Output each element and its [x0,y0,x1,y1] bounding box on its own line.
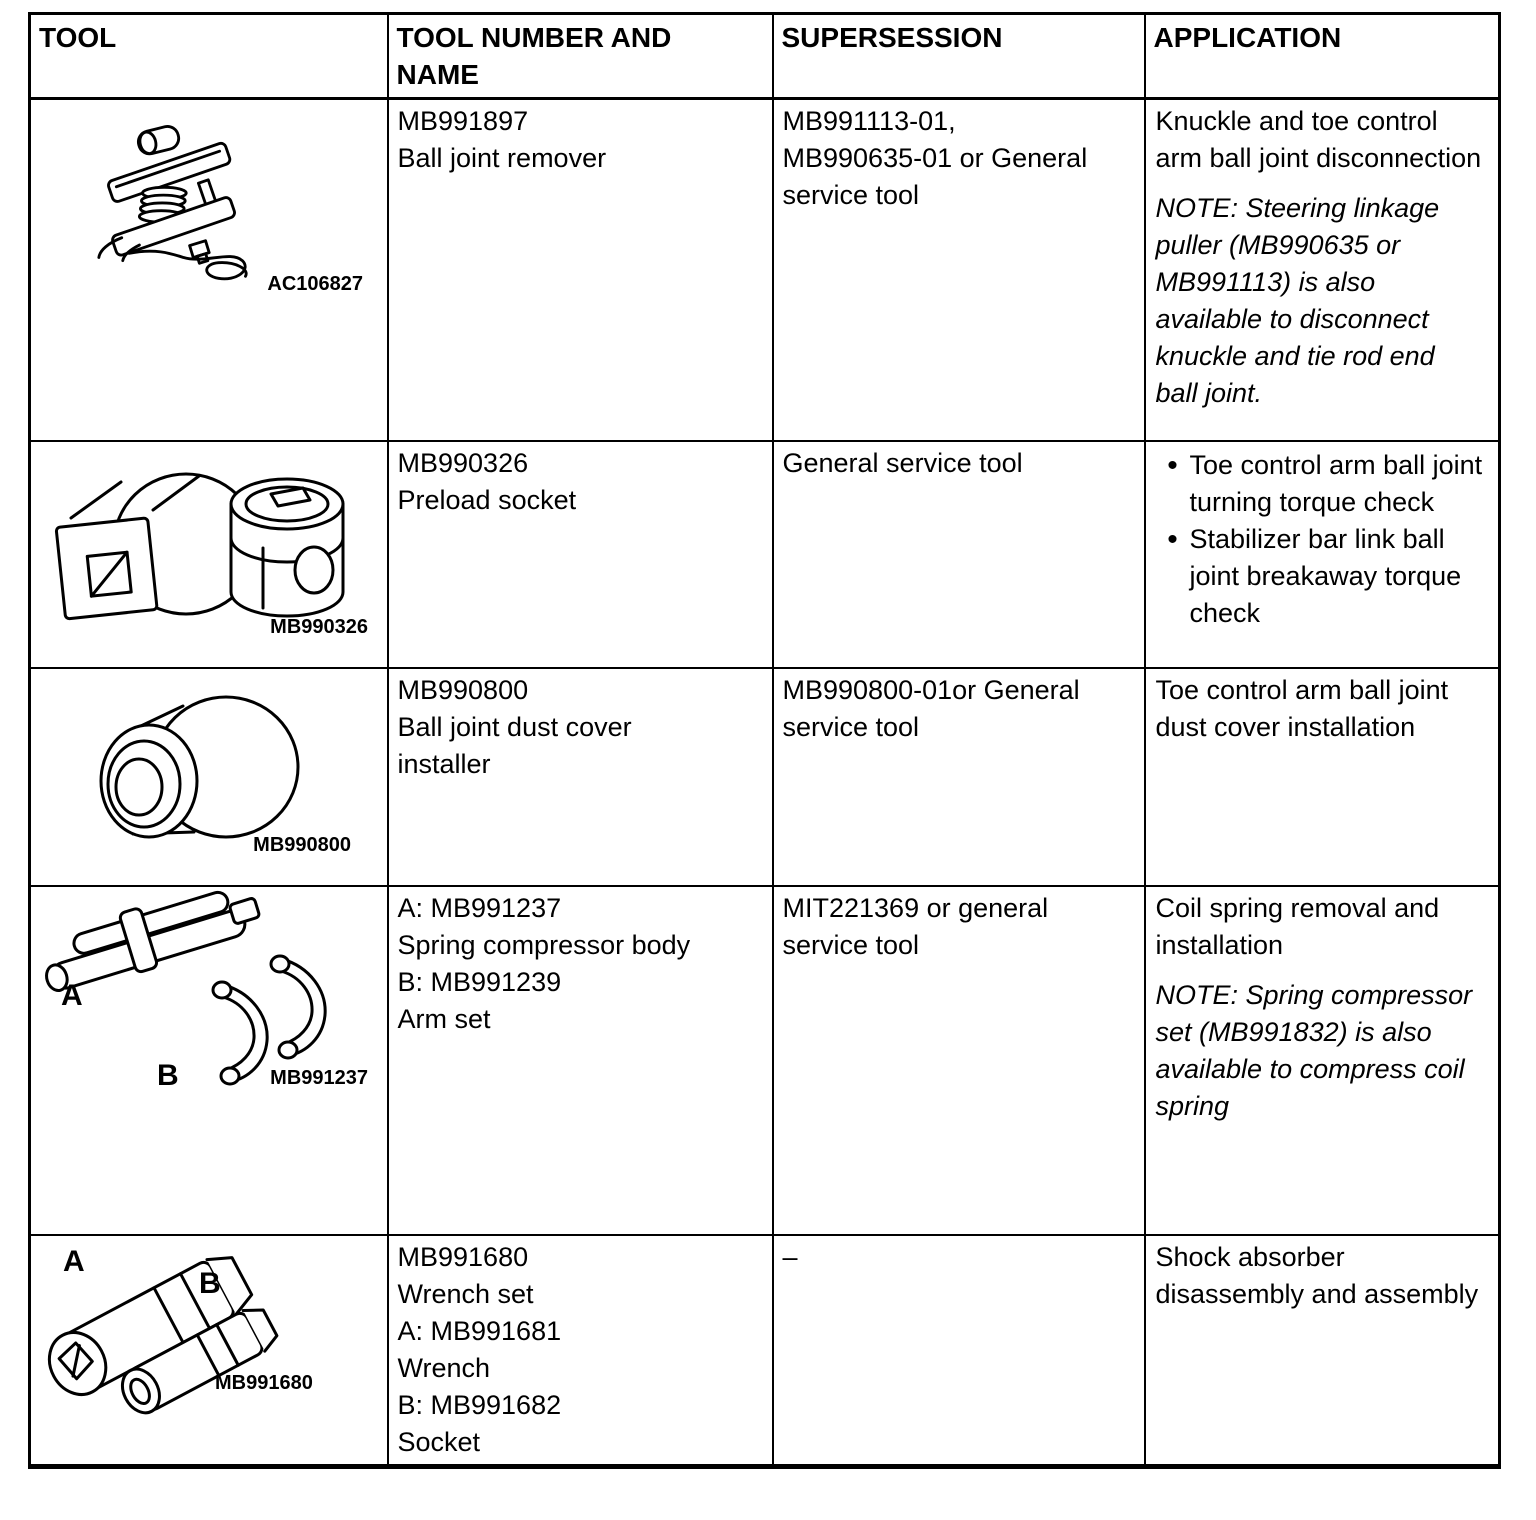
bullet-text: Stabilizer bar link ball joint breakaway torque check [1189,523,1462,628]
header-row [30,14,1500,99]
part-label-a: A [63,1244,85,1278]
header-tool-number-and-name [388,14,773,99]
tool-number-name-cell [388,1235,773,1467]
application-cell [1145,441,1500,668]
tool-illustration-cell [30,668,388,886]
supersession-line: General service tool [782,447,1023,478]
figure-caption: MB990800 [253,833,351,856]
tool-name: Preload socket [397,484,577,515]
tool-name: Socket [397,1426,481,1457]
application-text: Coil spring removal and installation [1155,892,1440,960]
part-label-a: A [61,978,83,1012]
wrench-set-illustration [31,1236,385,1458]
header-label: TOOL [39,22,117,53]
header-supersession [773,14,1145,99]
special-tools-table [28,12,1501,1469]
table-row [30,441,1500,668]
supersession-cell [773,99,1145,441]
tool-illustration-cell [30,441,388,668]
figure-caption: MB991680 [215,1371,313,1394]
tool-number: MB990800 [397,674,529,705]
tool-name: Ball joint dust cover [397,711,632,742]
ball-joint-remover-illustration [31,100,385,438]
tool-name: Wrench [397,1352,491,1383]
application-cell [1145,668,1500,886]
header-label: SUPERSESSION [781,22,1003,53]
supersession-line: service tool [782,929,920,960]
tool-number: MB990326 [397,447,529,478]
figure-caption: MB991237 [270,1066,368,1089]
tool-number: MB991897 [397,106,529,136]
bullet-text: Toe control arm ball joint turning torque check [1189,449,1483,517]
part-label-b: B [157,1058,179,1092]
supersession-line: MB991113-01, [782,106,956,136]
tool-number-name-cell [388,886,773,1235]
application-bullet-list [1156,447,1485,632]
supersession-cell [773,1235,1145,1467]
supersession-cell [773,668,1145,886]
figure-caption: MB990326 [270,615,368,638]
supersession-line: MB990635-01 or General [782,143,1088,173]
spring-compressor-illustration [31,887,385,1232]
table-row [30,668,1500,886]
bullet-dot [1156,447,1190,485]
tool-number-name-cell [388,668,773,886]
header-label: APPLICATION [1153,22,1342,53]
table-row [30,1235,1500,1467]
table-row [30,99,1500,441]
tool-number-name-cell [388,99,773,441]
figure-caption: AC106827 [267,273,363,295]
supersession-line: MIT221369 or general [782,892,1049,923]
supersession-line: MB990800-01or General [782,674,1080,705]
application-text: Toe control arm ball joint dust cover installation [1155,674,1449,742]
tool-number: B: MB991682 [397,1389,562,1420]
supersession-cell [773,441,1145,668]
tool-number: A: MB991681 [397,1315,562,1346]
header-label: TOOL NUMBER AND NAME [396,22,672,90]
application-note: NOTE: Steering linkage puller (MB990635 or MB991113) is also available to disconnect knuckle and tie rod end ball joint. [1155,193,1440,408]
supersession-line: service tool [782,180,920,210]
supersession-cell [773,886,1145,1235]
tool-illustration-cell [30,886,388,1235]
tool-name: Arm set [397,1003,491,1034]
tool-illustration-cell [30,1235,388,1467]
tool-name: Spring compressor body [397,929,691,960]
application-note: NOTE: Spring compressor set (MB991832) is also available to compress coil spring [1155,979,1473,1121]
tool-number: B: MB991239 [397,966,562,997]
header-tool [30,14,388,99]
tool-illustration-cell [30,99,388,441]
tool-name: Ball joint remover [397,143,607,173]
application-text: Shock absorber disassembly and assembly [1155,1241,1479,1309]
supersession-dash: – [782,1241,798,1272]
header-application [1145,14,1500,99]
dust-cover-installer-illustration [31,669,385,883]
tool-name: installer [397,748,491,779]
tool-name: Wrench set [397,1278,534,1309]
application-cell [1145,99,1500,441]
supersession-line: service tool [782,711,920,742]
application-cell [1145,1235,1500,1467]
bullet-dot [1156,521,1190,559]
application-bullet [1156,521,1485,632]
preload-socket-illustration [31,442,385,665]
application-text: Knuckle and toe control arm ball joint disconnection [1155,106,1482,173]
tool-number: A: MB991237 [397,892,562,923]
application-bullet [1156,447,1485,521]
tool-number: MB991680 [397,1241,529,1272]
part-label-b: B [199,1266,221,1300]
tool-number-name-cell [388,441,773,668]
application-cell [1145,886,1500,1235]
table-row [30,886,1500,1235]
